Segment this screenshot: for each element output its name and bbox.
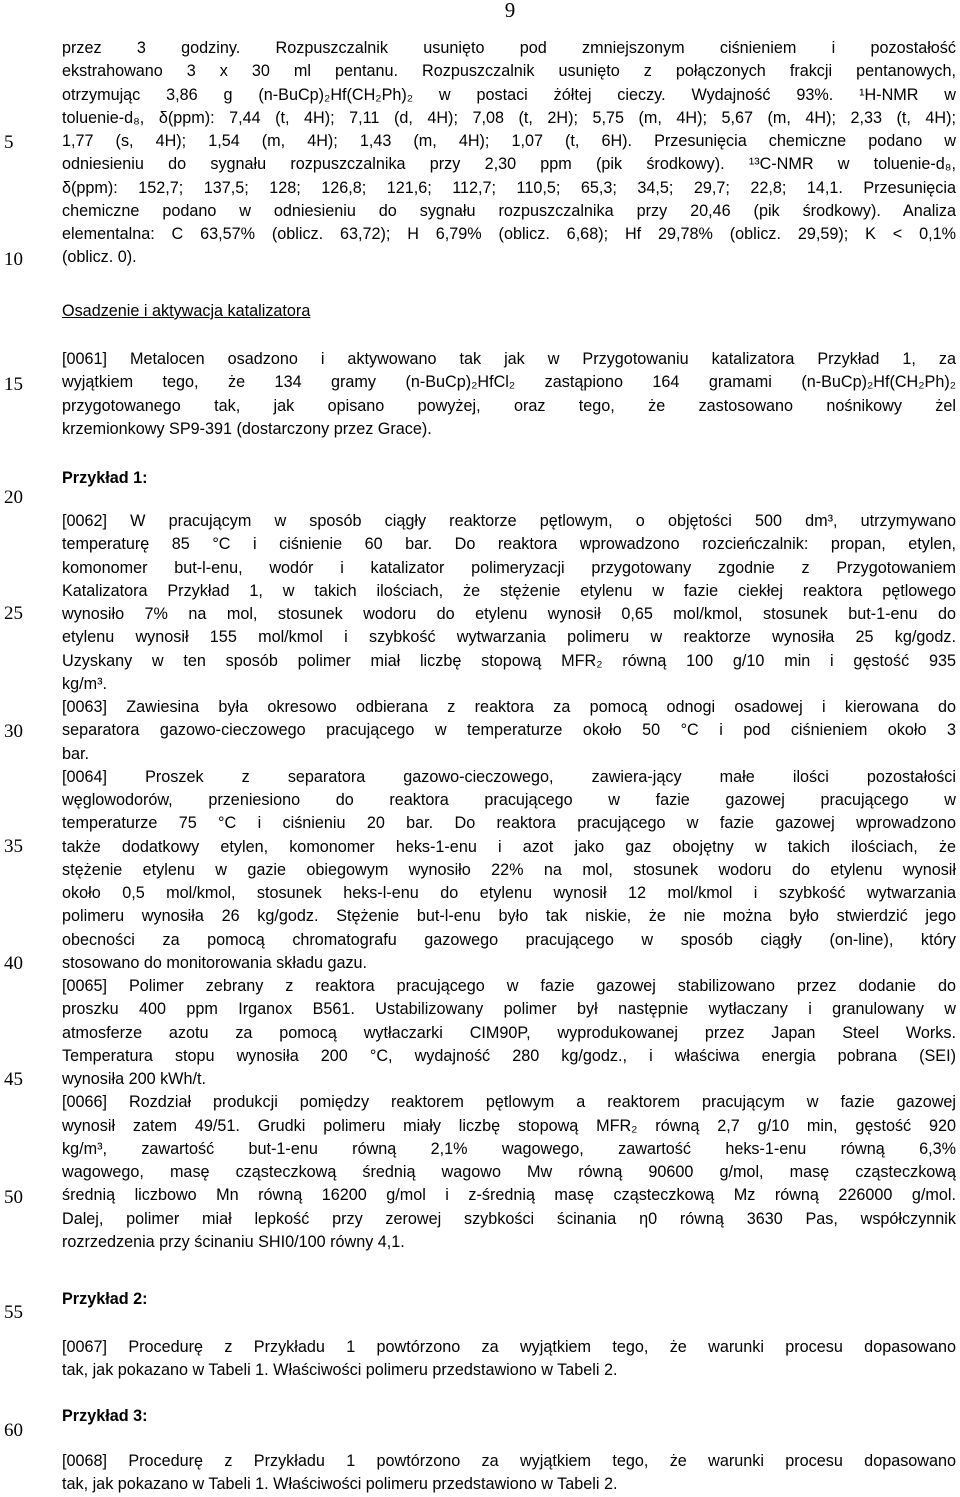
- text-line: temperaturze 75 °C i ciśnieniu 20 bar. Do reaktora pracującego w fazie gazowej wprowadzono: [62, 814, 956, 833]
- line-number: 35: [4, 836, 23, 857]
- text-line: około 0,5 mol/kmol, stosunek heks-l-enu do etylenu wynosił 12 mol/kmol i szybkość wytwarzania: [62, 884, 956, 902]
- text-line: Uzyskany w ten sposób polimer miał liczbę stopową MFR₂ równą 100 g/10 min i gęstość 935: [62, 651, 956, 670]
- line-number: 60: [4, 1420, 23, 1441]
- line-number: 40: [4, 953, 23, 974]
- example-3-heading: Przykład 3:: [62, 1407, 148, 1425]
- text-line: krzemionkowy SP9-391 (dostarczony przez Grace).: [62, 419, 432, 438]
- text-line: otrzymując 3,86 g (n-BuCp)₂Hf(CH₂Ph)₂ w postaci żółtej cieczy. Wydajność 93%. ¹H-NMR w: [62, 85, 956, 104]
- text-line: etylenu wynosił 155 mol/kmol i szybkość wytwarzania polimeru w reaktorze wynosiła 25 kg/godz.: [62, 628, 956, 647]
- text-line: także dodatkowy etylen, komonomer heks-1-enu i azot jako gaz obojętny w takich ilościach, że: [62, 837, 956, 856]
- text-line: [0061] Metalocen osadzono i aktywowano tak jak w Przygotowaniu katalizatora Przykład 1, za: [62, 350, 956, 368]
- text-line: kg/m³, zawartość but-1-enu równą 2,1% wagowego, zawartość heks-1-enu równą 6,3%: [62, 1139, 956, 1158]
- text-line: [0062] W pracującym w sposób ciągły reaktorze pętlowym, o objętości 500 dm³, utrzymywano: [62, 512, 956, 530]
- text-line: polimeru wynosiła 26 kg/godz. Stężenie but-l-enu było tak niskie, że nie można było stwierdzić jego: [62, 907, 956, 926]
- text-line: temperaturę 85 °C i ciśnienie 60 bar. Do reaktora wprowadzono rozcieńczalnik: propan, etylen,: [62, 535, 956, 554]
- text-line: δ(ppm): 152,7; 137,5; 128; 126,8; 121,6; 112,7; 110,5; 65,3; 34,5; 29,7; 22,8; 14,1. Przesunięcia: [62, 178, 956, 197]
- text-line: rozrzedzenia przy ścinaniu SHI0/100 równy 4,1.: [62, 1232, 405, 1251]
- text-line: elementalna: C 63,57% (oblicz. 63,72); H 6,79% (oblicz. 6,68); Hf 29,78% (oblicz. 29,59); K < 0,1%: [62, 225, 956, 243]
- text-line: stężenie etylenu w gazie obiegowym wynosiło 22% na mol, stosunek wodoru do etylenu wynosił: [62, 860, 956, 879]
- section-heading: Osadzenie i aktywacja katalizatora: [62, 302, 311, 320]
- text-line: [0063] Zawiesina była okresowo odbierana z reaktora za pomocą odnogi osadowej i kierowana do: [62, 698, 956, 716]
- text-line: ekstrahowano 3 x 30 ml pentanu. Rozpuszczalnik usunięto z połączonych frakcji pentanowych,: [62, 62, 956, 81]
- text-line: [0068] Procedurę z Przykładu 1 powtórzono za wyjątkiem tego, że warunki procesu dopasowano: [62, 1452, 956, 1470]
- text-line: (oblicz. 0).: [62, 248, 137, 267]
- text-line: średnią liczbowo Mn równą 16200 g/mol i z-średnią masę cząsteczkową Mz równą 226000 g/mol.: [62, 1186, 956, 1205]
- text-line: Dalej, polimer miał lepkość przy zerowej szybkości ścinania η0 równą 3630 Pas, współczynnik: [62, 1209, 956, 1228]
- paragraph-synthesis: [62, 37, 956, 270]
- line-number: 20: [4, 487, 23, 508]
- text-line: [0065] Polimer zebrany z reaktora pracującego w fazie gazowej stabilizowano przez dodanie do: [62, 977, 956, 995]
- text-line: [0064] Proszek z separatora gazowo-cieczowego, zawiera-jący małe ilości pozostałości: [62, 767, 956, 786]
- text-line: toluenie-d₈, δ(ppm): 7,44 (t, 4H); 7,11 (d, 4H); 7,08 (t, 2H); 5,75 (m, 4H); 5,67 (m, 4H); 2,33 (t, 4H);: [62, 108, 956, 127]
- line-number: 10: [4, 249, 23, 270]
- text-line: przez 3 godziny. Rozpuszczalnik usunięto pod zmniejszonym ciśnieniem i pozostałość: [62, 39, 956, 57]
- page-number: 9: [504, 0, 516, 22]
- text-line: chemiczne podano w odniesieniu do sygnału rozpuszczalnika przy 20,46 (pik środkowy). Analiza: [62, 201, 956, 220]
- line-number: 15: [4, 374, 23, 395]
- line-number: 55: [4, 1302, 23, 1323]
- example-2-heading: Przykład 2:: [62, 1290, 148, 1308]
- paragraph-0067: [62, 1336, 956, 1383]
- text-line: proszku 400 ppm Irganox B561. Ustabilizowany polimer był następnie wytłaczany i granulowany w: [62, 1000, 956, 1019]
- text-line: Katalizatora Przykład 1, w takich ilościach, że stężenie etylenu w fazie ciekłej reaktora pętlowego: [62, 581, 956, 600]
- line-number: 30: [4, 721, 23, 742]
- text-line: tak, jak pokazano w Tabeli 1. Właściwości polimeru przedstawiono w Tabeli 2.: [62, 1475, 618, 1494]
- paragraphs-0062-0066: [62, 510, 956, 1254]
- text-line: obecności za pomocą chromatografu gazowego pracującego w sposób ciągły (on-line), który: [62, 930, 956, 949]
- text-line: wagowego, masę cząsteczkową średnią wagowo Mw równą 90600 g/mol, masę cząsteczkową: [62, 1163, 956, 1181]
- text-line: przygotowanego tak, jak opisano powyżej, oraz tego, że zastosowano nośnikowy żel: [62, 396, 956, 415]
- line-number: 50: [4, 1187, 23, 1208]
- text-line: węglowodorów, przeniesiono do reaktora pracującego w fazie gazowej pracującego w: [62, 791, 956, 809]
- text-line: wyjątkiem tego, że 134 gramy (n-BuCp)₂HfCl₂ zastąpiono 164 gramami (n-BuCp)₂Hf(CH₂Ph)₂: [62, 373, 956, 392]
- text-line: kg/m³.: [62, 674, 107, 693]
- paragraph-0061: [62, 348, 956, 441]
- text-line: Temperatura stopu wynosiła 200 °C, wydajność 280 kg/godz., i właściwa energia pobrana (SEI): [62, 1046, 956, 1065]
- line-number: 5: [4, 132, 14, 153]
- text-line: odniesieniu do sygnału rozpuszczalnika przy 2,30 ppm (pik środkowy). ¹³C-NMR w toluenie-d₈,: [62, 155, 956, 174]
- text-line: separatora gazowo-cieczowego pracującego w temperaturze około 50 °C i pod ciśnieniem około 3: [62, 721, 956, 740]
- text-line: tak, jak pokazano w Tabeli 1. Właściwości polimeru przedstawiono w Tabeli 2.: [62, 1361, 618, 1380]
- example-1-heading: Przykład 1:: [62, 469, 148, 487]
- text-line: wynosiło 7% na mol, stosunek wodoru do etylenu wynosił 0,65 mol/kmol, stosunek but-1-enu do: [62, 605, 956, 623]
- text-line: komonomer but-l-enu, wodór i katalizator polimeryzacji przygotowany zgodnie z Przygotowaniem: [62, 558, 956, 577]
- line-number: 25: [4, 603, 23, 624]
- text-line: [0066] Rozdział produkcji pomiędzy reaktorem pętlowym a reaktorem pracującym w fazie gazowej: [62, 1093, 956, 1112]
- text-line: stosowano do monitorowania składu gazu.: [62, 953, 368, 972]
- line-number: 45: [4, 1069, 23, 1090]
- text-line: [0067] Procedurę z Przykładu 1 powtórzono za wyjątkiem tego, że warunki procesu dopasowano: [62, 1338, 956, 1356]
- paragraph-0068: [62, 1450, 956, 1497]
- text-line: 1,77 (s, 4H); 1,54 (m, 4H); 1,43 (m, 4H); 1,07 (t, 6H). Przesunięcia chemiczne podano w: [62, 132, 956, 150]
- text-line: atmosferze azotu za pomocą wytłaczarki CIM90P, wyprodukowanej przez Japan Steel Works.: [62, 1023, 956, 1042]
- text-line: wynosiła 200 kWh/t.: [62, 1070, 206, 1088]
- text-line: wynosił zatem 49/51. Grudki polimeru miały liczbę stopową MFR₂ równą 2,7 g/10 min, gęstość 920: [62, 1116, 956, 1135]
- text-line: bar.: [62, 744, 89, 763]
